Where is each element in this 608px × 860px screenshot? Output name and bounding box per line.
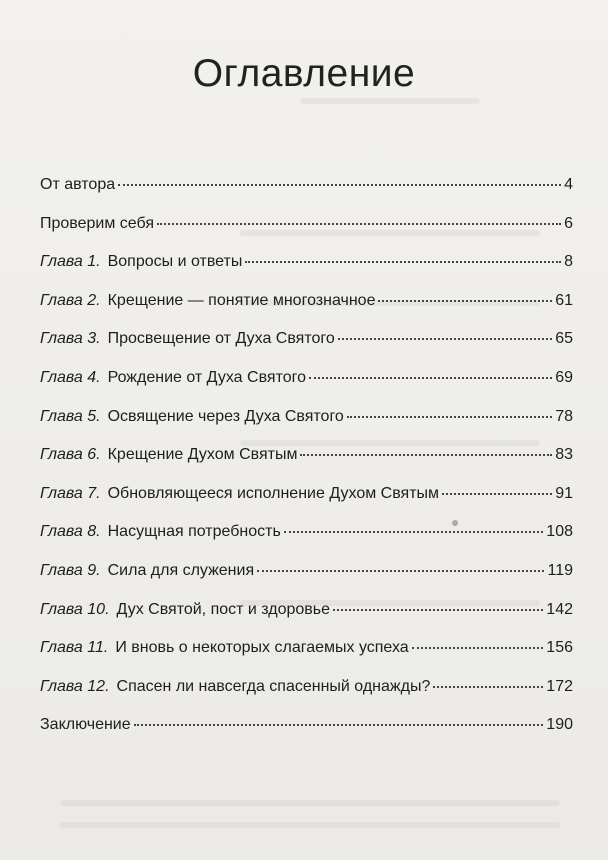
toc-page-number: 78 xyxy=(555,408,573,425)
toc-chapter-number: Глава 11. xyxy=(40,639,109,656)
toc-entry-title: От автора xyxy=(40,176,116,193)
toc-entry xyxy=(40,601,573,625)
dot-leader xyxy=(433,686,543,688)
toc-chapter-number: Глава 4. xyxy=(40,369,101,386)
toc-page-number: 65 xyxy=(555,330,573,347)
toc-page-number: 4 xyxy=(564,176,573,193)
toc-entry-title: И вновь о некоторых слагаемых успеха xyxy=(115,639,409,656)
toc-entry xyxy=(40,369,573,393)
toc-entry-title: Обновляющееся исполнение Духом Святым xyxy=(107,485,440,502)
toc-entry-title: Заключение xyxy=(40,716,131,733)
dot-leader xyxy=(157,223,561,225)
dot-leader xyxy=(300,454,552,456)
dot-leader xyxy=(347,416,552,418)
dot-leader xyxy=(309,377,552,379)
toc-entry xyxy=(40,639,573,663)
dot-leader xyxy=(118,184,561,186)
paper-speck xyxy=(452,520,458,526)
toc-chapter-number: Глава 2. xyxy=(40,292,101,309)
dot-leader xyxy=(378,300,552,302)
toc-page-number: 6 xyxy=(564,215,573,232)
toc-chapter-number: Глава 7. xyxy=(40,485,101,502)
toc-chapter-number: Глава 12. xyxy=(40,678,110,695)
toc-entry-title: Насущная потребность xyxy=(107,523,281,540)
toc-entry-title: Вопросы и ответы xyxy=(107,253,243,270)
toc-page-number: 190 xyxy=(546,716,573,733)
toc-entry xyxy=(40,408,573,432)
toc-page-number: 61 xyxy=(555,292,573,309)
toc-entry-title: Крещение Духом Святым xyxy=(107,446,298,463)
toc-chapter-number: Глава 1. xyxy=(40,253,101,270)
toc-entry xyxy=(40,485,573,509)
toc-entry xyxy=(40,678,573,702)
toc-entry-title: Спасен ли навсегда спасенный однажды? xyxy=(116,678,431,695)
toc-entry-title: Крещение — понятие многозначное xyxy=(107,292,376,309)
toc-page-number: 8 xyxy=(564,253,573,270)
toc-page-number: 69 xyxy=(555,369,573,386)
toc-page-number: 108 xyxy=(546,523,573,540)
toc-entry-title: Проверим себя xyxy=(40,215,154,232)
toc-page-number: 91 xyxy=(555,485,573,502)
dot-leader xyxy=(412,647,544,649)
toc-page-number: 156 xyxy=(546,639,573,656)
dot-leader xyxy=(333,609,543,611)
toc-entry-title: Рождение от Духа Святого xyxy=(107,369,306,386)
toc-page-number: 142 xyxy=(546,601,573,618)
toc-entry-title: Сила для служения xyxy=(107,562,255,579)
toc-entry xyxy=(40,330,573,354)
toc-page-number: 83 xyxy=(555,446,573,463)
toc-chapter-number: Глава 10. xyxy=(40,601,110,618)
dot-leader xyxy=(257,570,544,572)
toc-chapter-number: Глава 5. xyxy=(40,408,101,425)
toc-entry xyxy=(40,446,573,470)
page-title: Оглавление xyxy=(192,52,416,95)
dot-leader xyxy=(245,261,561,263)
toc-entry xyxy=(40,292,573,316)
dot-leader xyxy=(284,531,544,533)
toc-entry xyxy=(40,562,573,586)
toc-entry xyxy=(40,253,573,277)
toc-entry xyxy=(40,523,573,547)
toc-page-number: 172 xyxy=(546,678,573,695)
toc-chapter-number: Глава 8. xyxy=(40,523,101,540)
toc-chapter-number: Глава 6. xyxy=(40,446,101,463)
toc-entry-title: Освящение через Духа Святого xyxy=(107,408,344,425)
dot-leader xyxy=(442,493,552,495)
toc-entry xyxy=(40,176,573,200)
toc-entry xyxy=(40,716,573,740)
toc-chapter-number: Глава 9. xyxy=(40,562,101,579)
toc-entry-title: Просвещение от Духа Святого xyxy=(107,330,335,347)
toc-page-number: 119 xyxy=(547,562,573,579)
toc-chapter-number: Глава 3. xyxy=(40,330,101,347)
dot-leader xyxy=(338,338,552,340)
toc-entry xyxy=(40,215,573,239)
dot-leader xyxy=(134,724,544,726)
toc-entry-title: Дух Святой, пост и здоровье xyxy=(116,601,331,618)
